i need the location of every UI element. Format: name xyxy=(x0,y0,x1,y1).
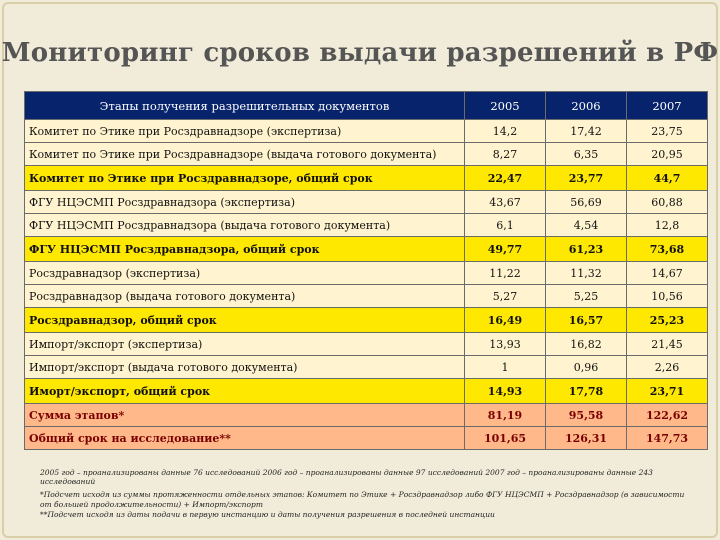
slide-title: Мониторинг сроков выдачи разрешений в РФ xyxy=(1,38,719,68)
row-label: Иморт/экспорт, общий срок xyxy=(25,379,465,404)
table-row xyxy=(25,427,708,450)
value-2007: 23,75 xyxy=(627,120,708,143)
value-2007: 122,62 xyxy=(627,404,708,427)
row-label: Общий срок на исследование** xyxy=(25,427,465,450)
value-2005: 81,19 xyxy=(465,404,546,427)
value-2007: 14,67 xyxy=(627,262,708,285)
table-row xyxy=(25,237,708,262)
value-2005: 13,93 xyxy=(465,333,546,356)
value-2006: 17,42 xyxy=(546,120,627,143)
table-row xyxy=(25,120,708,143)
footnotes xyxy=(40,490,690,520)
table-row xyxy=(25,308,708,333)
value-2007: 25,23 xyxy=(627,308,708,333)
value-2007: 44,7 xyxy=(627,166,708,191)
value-2007: 10,56 xyxy=(627,285,708,308)
value-2007: 23,71 xyxy=(627,379,708,404)
table-row xyxy=(25,166,708,191)
row-label: ФГУ НЦЭСМП Росздравнадзора, общий срок xyxy=(25,237,465,262)
value-2006: 5,25 xyxy=(546,285,627,308)
row-label: ФГУ НЦЭСМП Росздравнадзора (выдача готового документа) xyxy=(25,214,465,237)
table-header-row xyxy=(25,92,708,120)
value-2005: 22,47 xyxy=(465,166,546,191)
permits-table xyxy=(24,91,708,450)
row-label: Сумма этапов* xyxy=(25,404,465,427)
value-2006: 126,31 xyxy=(546,427,627,450)
row-label: Комитет по Этике при Росздравнадзоре (выдача готового документа) xyxy=(25,143,465,166)
value-2005: 1 xyxy=(465,356,546,379)
table-row xyxy=(25,262,708,285)
value-2005: 5,27 xyxy=(465,285,546,308)
value-2005: 49,77 xyxy=(465,237,546,262)
table-row xyxy=(25,143,708,166)
row-label: Росздравнадзор (экспертиза) xyxy=(25,262,465,285)
row-label: Росздравнадзор (выдача готового документа) xyxy=(25,285,465,308)
table-row xyxy=(25,356,708,379)
header-2007: 2007 xyxy=(627,92,708,120)
value-2006: 6,35 xyxy=(546,143,627,166)
value-2007: 12,8 xyxy=(627,214,708,237)
value-2005: 6,1 xyxy=(465,214,546,237)
table-row xyxy=(25,379,708,404)
table-row xyxy=(25,285,708,308)
value-2007: 2,26 xyxy=(627,356,708,379)
table-row xyxy=(25,404,708,427)
value-2007: 60,88 xyxy=(627,191,708,214)
value-2007: 20,95 xyxy=(627,143,708,166)
row-label: Импорт/экспорт (экспертиза) xyxy=(25,333,465,356)
table-row xyxy=(25,191,708,214)
header-2005: 2005 xyxy=(465,92,546,120)
value-2007: 73,68 xyxy=(627,237,708,262)
value-2006: 4,54 xyxy=(546,214,627,237)
value-2006: 17,78 xyxy=(546,379,627,404)
footnote-1: *Подсчет исходя из суммы протяженности отдельных этапов: Комитет по Этике + Росздравнадзор либо ФГУ НЦЭСМП + Росздравнадзор (в зависимости от большей продолжительности) + Импорт/экспорт xyxy=(40,490,685,509)
header-2006: 2006 xyxy=(546,92,627,120)
value-2005: 14,2 xyxy=(465,120,546,143)
value-2005: 101,65 xyxy=(465,427,546,450)
value-2005: 14,93 xyxy=(465,379,546,404)
row-label: Импорт/экспорт (выдача готового документа) xyxy=(25,356,465,379)
value-2006: 16,57 xyxy=(546,308,627,333)
value-2005: 16,49 xyxy=(465,308,546,333)
value-2006: 56,69 xyxy=(546,191,627,214)
table-row xyxy=(25,333,708,356)
value-2006: 11,32 xyxy=(546,262,627,285)
value-2005: 11,22 xyxy=(465,262,546,285)
header-stages: Этапы получения разрешительных документов xyxy=(25,92,465,120)
value-2006: 0,96 xyxy=(546,356,627,379)
value-2006: 95,58 xyxy=(546,404,627,427)
value-2007: 21,45 xyxy=(627,333,708,356)
value-2007: 147,73 xyxy=(627,427,708,450)
row-label: Росздравнадзор, общий срок xyxy=(25,308,465,333)
value-2006: 23,77 xyxy=(546,166,627,191)
note-years: 2005 год – проанализированы данные 76 исследований 2006 год – проанализированы данные 97 исследований 2007 год – проанализированы данные 243 исследований xyxy=(40,468,653,486)
row-label: ФГУ НЦЭСМП Росздравнадзора (экспертиза) xyxy=(25,191,465,214)
value-2005: 8,27 xyxy=(465,143,546,166)
value-2006: 16,82 xyxy=(546,333,627,356)
row-label: Комитет по Этике при Росздравнадзоре, общий срок xyxy=(25,166,465,191)
value-2005: 43,67 xyxy=(465,191,546,214)
table-row xyxy=(25,214,708,237)
row-label: Комитет по Этике при Росздравнадзоре (экспертиза) xyxy=(25,120,465,143)
value-2006: 61,23 xyxy=(546,237,627,262)
footnote-2: **Подсчет исходя из даты подачи в первую инстанцию и даты получения разрешения в последней инстанции xyxy=(40,510,495,519)
